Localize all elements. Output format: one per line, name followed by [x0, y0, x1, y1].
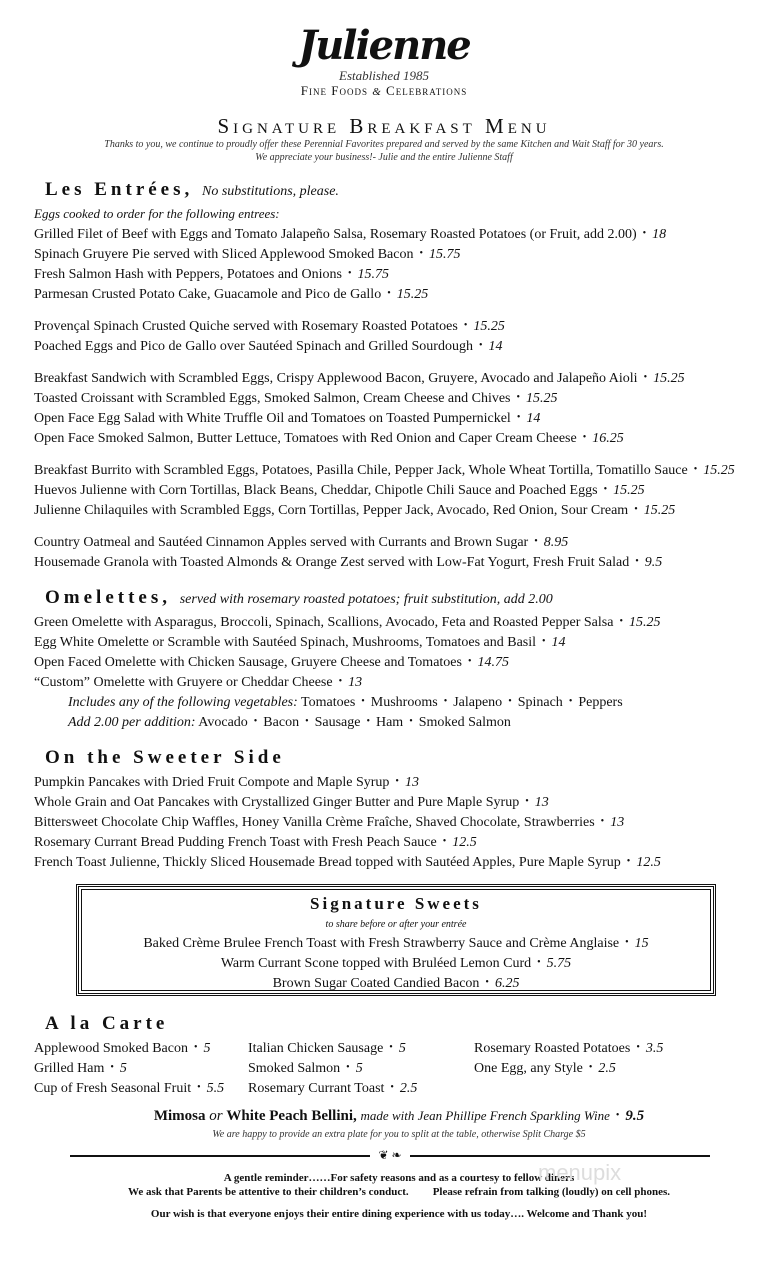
item-price: 14 — [488, 339, 503, 354]
bullet-icon: • — [395, 776, 399, 787]
sweets-list — [79, 933, 713, 993]
item-price: 15.25 — [643, 503, 676, 518]
item-price: 15.25 — [526, 391, 558, 406]
item-price: 5 — [398, 1041, 406, 1056]
item-price: 14.75 — [477, 655, 509, 670]
item-name: Brown Sugar Coated Candied Bacon — [272, 976, 480, 991]
menu-item — [34, 532, 764, 552]
item-price: 15.25 — [703, 463, 735, 478]
bullet-icon: • — [478, 340, 483, 351]
bullet-icon: • — [253, 716, 258, 727]
item-name: Smoked Salmon — [248, 1061, 341, 1076]
item-price: 5 — [119, 1061, 127, 1076]
options-label: Includes any of the following vegetables: — [68, 695, 298, 710]
bullet-icon: • — [442, 836, 447, 847]
item-name: Rosemary Roasted Potatoes — [474, 1041, 631, 1056]
item-price: 12.5 — [452, 835, 477, 850]
drinks-line: Mimosa or White Peach Bellini, made with Jean Phillipe French Sparkling Wine • 9.5 — [153, 1108, 645, 1124]
tagline-part: Celebrations — [381, 83, 468, 98]
item-price: 3.5 — [645, 1041, 664, 1056]
menu-item — [34, 1078, 248, 1098]
item-price: 14 — [551, 635, 566, 650]
sweets-subtitle: to share before or after your entrée — [325, 919, 467, 930]
option: Mushrooms — [370, 695, 438, 710]
bullet-icon: • — [443, 696, 448, 707]
bullet-icon: • — [463, 320, 468, 331]
item-name: Huevos Julienne with Corn Tortillas, Black Beans, Cheddar, Chipotle Chili Sauce and Poached Eggs — [34, 483, 598, 498]
tagline-part: Fine Foods — [300, 83, 373, 98]
item-name: “Custom” Omelette with Gruyere or Cheddar Cheese — [34, 675, 333, 690]
bullet-icon: • — [636, 1042, 640, 1053]
menu-item — [34, 244, 764, 264]
item-name: Whole Grain and Oat Pancakes with Crystallized Ginger Butter and Pure Maple Syrup — [34, 795, 520, 810]
item-price: 15.25 — [396, 287, 429, 302]
bullet-icon: • — [390, 1082, 394, 1093]
bullet-icon: • — [634, 504, 638, 515]
menu-item — [34, 336, 764, 356]
bullet-icon: • — [693, 464, 698, 475]
option: Tomatoes — [301, 695, 356, 710]
footer-part: Please refrain from talking (loudly) on cell phones. — [432, 1186, 670, 1198]
option: Smoked Salmon — [418, 715, 511, 730]
item-price: 15.25 — [613, 483, 645, 498]
heading-text: Omelettes, — [45, 587, 171, 608]
item-price: 12.5 — [636, 855, 661, 870]
item-name: Rosemary Currant Bread Pudding French Toast with Fresh Peach Sauce — [34, 835, 437, 850]
section-heading-sweeter: On the Sweeter Side — [45, 747, 285, 768]
menu-item — [34, 428, 764, 448]
bullet-icon: • — [409, 716, 413, 727]
sweets-title: Signature Sweets — [310, 894, 482, 913]
item-price: 5.75 — [546, 956, 572, 971]
item-name: Italian Chicken Sausage — [248, 1041, 384, 1056]
drink-mimosa: Mimosa — [153, 1108, 206, 1124]
item-price: 2.5 — [399, 1081, 418, 1096]
bullet-icon: • — [619, 616, 623, 627]
section-heading-alacarte: A la Carte — [45, 1013, 169, 1034]
bullet-icon: • — [635, 556, 639, 567]
bullet-icon: • — [534, 536, 538, 547]
option: Jalapeno — [453, 695, 503, 710]
menu-item — [79, 953, 713, 973]
bullet-icon: • — [588, 1062, 593, 1073]
menu-item — [34, 224, 764, 244]
footer-part: We ask that Parents be attentive to their children’s conduct. — [127, 1186, 409, 1198]
heading-note: served with rosemary roasted potatoes; fruit substitution, add 2.00 — [179, 592, 553, 607]
item-name: Applewood Smoked Bacon — [34, 1041, 188, 1056]
item-name: Parmesan Crusted Potato Cake, Guacamole and Pico de Gallo — [34, 287, 382, 302]
bullet-icon: • — [625, 937, 629, 948]
item-price: 5 — [203, 1041, 211, 1056]
julienne-logo: Julienne — [298, 22, 470, 69]
bullet-icon: • — [346, 1062, 350, 1073]
item-name: One Egg, any Style — [474, 1061, 583, 1076]
bullet-icon: • — [361, 696, 365, 707]
item-name: Breakfast Burrito with Scrambled Eggs, Potatoes, Pasilla Chile, Pepper Jack, Whole Wheat Tortilla, Tomatillo Sauce — [34, 463, 688, 478]
item-name: Provençal Spinach Crusted Quiche served with Rosemary Roasted Potatoes — [34, 319, 458, 334]
item-name: Baked Crème Brulee French Toast with Fresh Strawberry Sauce and Crème Anglaise — [143, 936, 620, 951]
watermark: menupix — [538, 1160, 622, 1185]
drink-or: or — [209, 1108, 223, 1124]
option: Ham — [375, 715, 404, 730]
bullet-icon: • — [537, 957, 541, 968]
menu-item — [474, 1038, 734, 1058]
tagline-amp: & — [372, 86, 382, 98]
thanks-note — [0, 138, 768, 164]
bullet-icon: • — [516, 412, 521, 423]
menu-item — [34, 480, 764, 500]
bullet-icon: • — [643, 372, 648, 383]
bullet-icon: • — [508, 696, 512, 707]
bullet-icon: • — [642, 228, 647, 239]
eggs-note: Eggs cooked to order for the following entrees: — [34, 206, 280, 221]
established: Established 1985 — [339, 68, 429, 83]
menu-item — [34, 792, 764, 812]
footer-line — [34, 1185, 764, 1199]
bullet-icon: • — [389, 1042, 393, 1053]
item-name: Open Face Smoked Salmon, Butter Lettuce, Tomatoes with Red Onion and Caper Cream Cheese — [34, 431, 577, 446]
section-heading-entrees — [45, 176, 764, 204]
alacarte-column — [248, 1038, 474, 1098]
bullet-icon: • — [197, 1082, 201, 1093]
option: Sausage — [314, 715, 361, 730]
options-label: Add 2.00 per addition: — [68, 715, 196, 730]
menu-item — [34, 832, 764, 852]
item-name: Country Oatmeal and Sautéed Cinnamon Apples served with Currants and Brown Sugar — [34, 535, 529, 550]
item-price: 2.5 — [598, 1061, 616, 1076]
item-price: 9.5 — [644, 555, 663, 570]
item-name: Cup of Fresh Seasonal Fruit — [34, 1081, 192, 1096]
item-price: 8.95 — [543, 535, 569, 550]
item-price: 15 — [634, 936, 649, 951]
item-price: 13 — [610, 815, 625, 830]
option: Bacon — [263, 715, 300, 730]
thanks-line: Thanks to you, we continue to proudly offer these Perennial Favorites prepared and served by the same Kitchen and Wait Staff for 30 years. — [104, 139, 664, 150]
item-price: 15.75 — [357, 267, 389, 282]
item-price: 13 — [404, 775, 419, 790]
sweeter-list — [34, 772, 764, 872]
menu-item — [34, 316, 764, 336]
drink-bellini: White Peach Bellini, — [226, 1108, 357, 1124]
bullet-icon: • — [467, 656, 472, 667]
item-price: 16.25 — [592, 431, 624, 446]
item-name: Julienne Chilaquiles with Scrambled Eggs, Corn Tortillas, Pepper Jack, Avocado, Red Onion, Sour Cream — [34, 503, 629, 518]
option: Peppers — [578, 695, 623, 710]
item-name: Toasted Croissant with Scrambled Eggs, Smoked Salmon, Cream Cheese and Chives — [34, 391, 511, 406]
menu-item — [34, 408, 764, 428]
heading-text: Les Entrées, — [45, 179, 194, 200]
item-name: Rosemary Currant Toast — [248, 1081, 385, 1096]
tagline — [0, 83, 768, 99]
menu-item — [34, 812, 764, 832]
menu-item — [79, 933, 713, 953]
menu-item — [248, 1058, 474, 1078]
item-name: French Toast Julienne, Thickly Sliced Housemade Bread topped with Sautéed Apples, Pure Maple Syrup — [34, 855, 621, 870]
bullet-icon: • — [110, 1062, 114, 1073]
bullet-icon: • — [387, 288, 391, 299]
menu-item — [34, 388, 764, 408]
bullet-icon: • — [582, 432, 587, 443]
bullet-icon: • — [193, 1042, 198, 1053]
bullet-icon: • — [600, 816, 605, 827]
item-name: Spinach Gruyere Pie served with Sliced Applewood Smoked Bacon — [34, 247, 414, 262]
menu-item — [248, 1038, 474, 1058]
menu-title: Signature Breakfast Menu — [217, 114, 551, 138]
heading-note: No substitutions, please. — [202, 184, 339, 199]
drink-desc: made with Jean Phillipe French Sparkling Wine — [360, 1108, 610, 1123]
item-name: Bittersweet Chocolate Chip Waffles, Honey Vanilla Crème Fraîche, Shaved Chocolate, Strawberries — [34, 815, 595, 830]
item-price: 14 — [526, 411, 541, 426]
vegetable-options — [34, 692, 764, 712]
item-price: 5 — [355, 1061, 363, 1076]
bullet-icon: • — [347, 268, 352, 279]
entrees-list — [34, 224, 764, 572]
menu-item — [34, 460, 764, 480]
menu-item — [474, 1058, 734, 1078]
item-name: Housemade Granola with Toasted Almonds & Orange Zest served with Low-Fat Yogurt, Fresh Fruit Salad — [34, 555, 630, 570]
item-price: 15.25 — [653, 371, 685, 386]
item-name: Open Faced Omelette with Chicken Sausage, Gruyere Cheese and Tomatoes — [34, 655, 462, 670]
item-name: Egg White Omelette or Scramble with Sautéed Spinach, Mushrooms, Tomatoes and Basil — [34, 635, 537, 650]
item-price: 15.75 — [429, 247, 461, 262]
item-price: 18 — [652, 227, 667, 242]
option: Avocado — [198, 715, 248, 730]
alacarte-column — [474, 1038, 734, 1098]
footer-line: Our wish is that everyone enjoys their entire dining experience with us today…. Welcome and Thank you! — [150, 1208, 648, 1220]
item-name: Warm Currant Scone topped with Bruléed Lemon Curd — [220, 956, 532, 971]
menu-item — [79, 973, 713, 993]
menu-item — [34, 852, 764, 872]
alacarte-columns — [34, 1038, 764, 1098]
bullet-icon: • — [542, 636, 546, 647]
thanks-line: We appreciate your business!- Julie and the entire Julienne Staff — [255, 152, 513, 163]
bullet-icon: • — [338, 676, 343, 687]
item-name: Green Omelette with Asparagus, Broccoli, Spinach, Scallions, Avocado, Feta and Roasted Pepper Salsa — [34, 615, 614, 630]
bullet-icon: • — [419, 248, 423, 259]
item-name: Pumpkin Pancakes with Dried Fruit Compote and Maple Syrup — [34, 775, 390, 790]
menu-content — [34, 176, 764, 1221]
bullet-icon: • — [626, 856, 631, 867]
bullet-icon: • — [516, 392, 521, 403]
ornament-icon: ❦ ❧ — [378, 1148, 402, 1162]
item-price: 6.25 — [494, 976, 520, 991]
item-name: Breakfast Sandwich with Scrambled Eggs, Crispy Applewood Bacon, Gruyere, Avocado and Jalapeño Aioli — [34, 371, 638, 386]
menu-item — [34, 632, 764, 652]
split-note: We are happy to provide an extra plate for you to split at the table, otherwise Split Charge $5 — [212, 1129, 586, 1140]
menu-item — [34, 652, 764, 672]
menu-item — [34, 672, 764, 692]
footer-line: A gentle reminder……For safety reasons and as a courtesy to fellow diners — [223, 1172, 575, 1184]
item-price: 13 — [348, 675, 363, 690]
menu-item — [248, 1078, 474, 1098]
bullet-icon: • — [525, 796, 529, 807]
section-heading-omelettes — [45, 584, 764, 612]
menu-item — [34, 368, 764, 388]
item-name: Fresh Salmon Hash with Peppers, Potatoes and Onions — [34, 267, 342, 282]
menu-item — [34, 1058, 248, 1078]
item-price: 5.5 — [206, 1081, 225, 1096]
item-price: 15.25 — [473, 319, 505, 334]
item-name: Grilled Filet of Beef with Eggs and Tomato Jalapeño Salsa, Rosemary Roasted Potatoes (or Fruit, add 2.00) — [34, 227, 637, 242]
menu-item — [34, 284, 764, 304]
addition-options — [34, 712, 764, 732]
omelettes-list — [34, 612, 764, 692]
item-name: Grilled Ham — [34, 1061, 105, 1076]
bullet-icon: • — [568, 696, 573, 707]
menu-item — [34, 1038, 248, 1058]
menu-item — [34, 552, 764, 572]
item-price: 15.25 — [628, 615, 661, 630]
menu-item — [34, 500, 764, 520]
item-name: Open Face Egg Salad with White Truffle Oil and Tomatoes on Toasted Pumpernickel — [34, 411, 511, 426]
bullet-icon: • — [305, 716, 309, 727]
bullet-icon: • — [366, 716, 370, 727]
signature-sweets-box — [76, 884, 716, 996]
menu-item — [34, 264, 764, 284]
bullet-icon: • — [485, 977, 489, 988]
option: Spinach — [517, 695, 563, 710]
item-price: 13 — [534, 795, 549, 810]
menu-item — [34, 612, 764, 632]
item-name: Poached Eggs and Pico de Gallo over Sautéed Spinach and Grilled Sourdough — [34, 339, 473, 354]
menu-item — [34, 772, 764, 792]
drink-price: 9.5 — [625, 1108, 645, 1124]
bullet-icon: • — [603, 484, 608, 495]
alacarte-column — [34, 1038, 248, 1098]
